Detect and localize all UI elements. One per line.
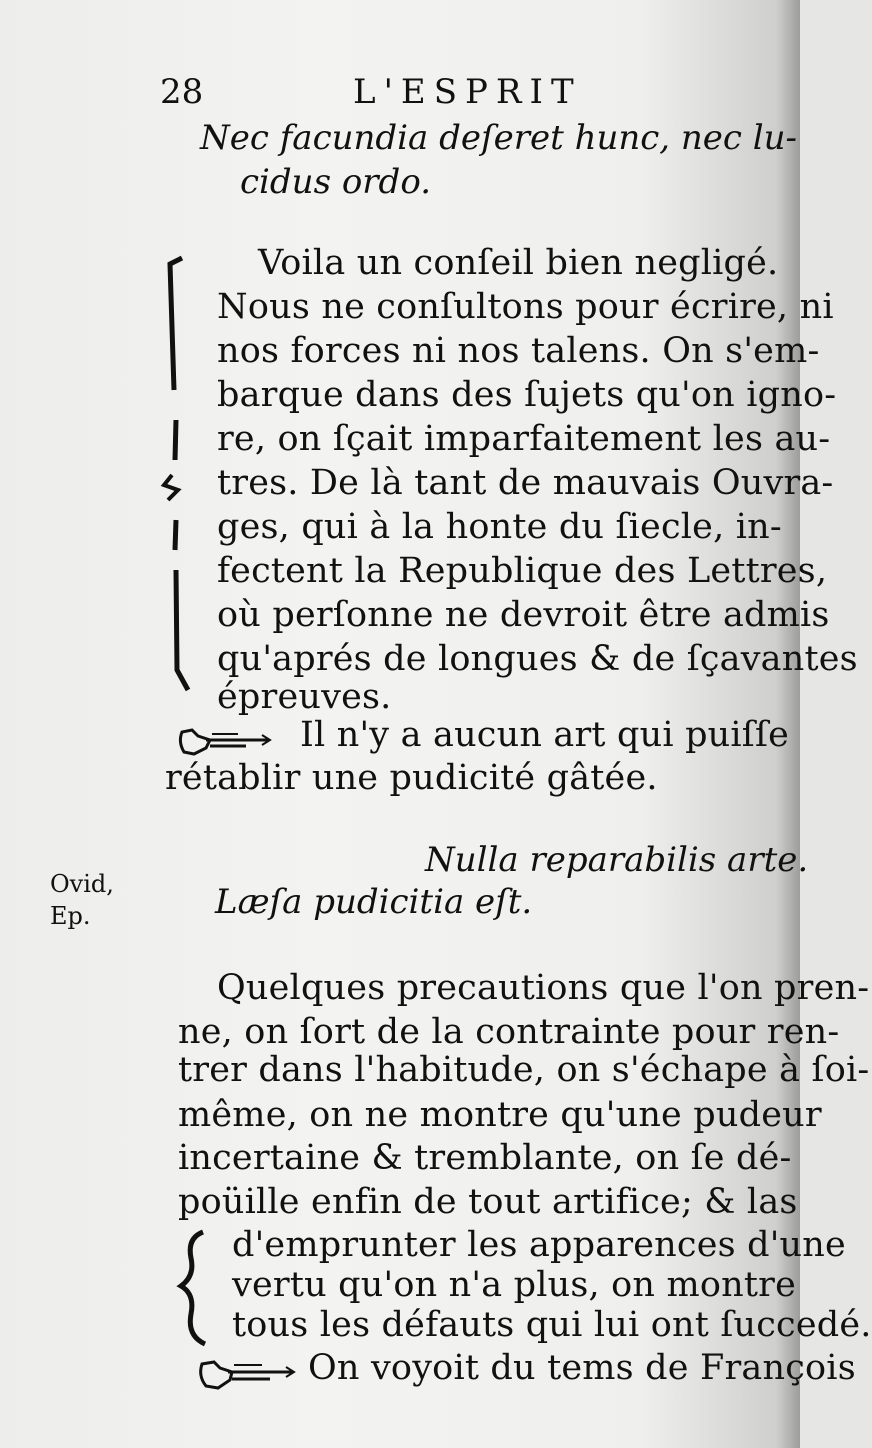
text-line: qu'aprés de longues & de ſçavantes [217,639,858,679]
text-line: épreuves. [217,677,392,717]
running-title: L'ESPRIT [353,72,582,112]
citation-line: Ovid, [50,870,114,898]
citation-line: Ep. [50,902,91,930]
text-line: Voila un conſeil bien negligé. [258,243,779,283]
text-line: fectent la Republique des Lettres, [217,551,828,591]
text-line: Nous ne conſultons pour écrire, ni [217,287,834,327]
latin-quote-line: Nulla reparabilis arte. [425,840,809,880]
margin-bracket-mark [160,250,192,700]
margin-bracket-mark [175,1228,215,1350]
text-line: ne, on ſort de la contrainte pour ren- [178,1012,840,1052]
running-head [155,72,785,116]
text-line: tres. De là tant de mauvais Ouvra- [217,463,834,503]
text-line: Quelques precautions que l'on pren- [217,968,870,1008]
text-line: trer dans l'habitude, on s'échape à ſoi- [178,1050,870,1090]
latin-quote-line: Nec facundia deſeret hunc, nec lu- [200,118,798,158]
text-line: poüille enfin de tout artifice; & las [178,1182,798,1222]
text-line: où perſonne ne devroit être admis [217,595,830,635]
text-line: d'emprunter les apparences d'une [232,1225,846,1265]
pointing-hand-icon [176,722,276,762]
text-line: Il n'y a aucun art qui puiſſe [300,715,790,755]
latin-quote-line: Læſa pudicitia eſt. [215,882,533,922]
text-line: re, on ſçait imparfaitement les au- [217,419,831,459]
text-line: tous les défauts qui lui ont ſuccedé. [232,1305,872,1345]
text-line: même, on ne montre qu'une pudeur [178,1095,822,1135]
text-line: On voyoit du tems de François [308,1348,856,1388]
text-line: nos forces ni nos talens. On s'em- [217,331,820,371]
text-line: rétablir une pudicité gâtée. [165,758,658,798]
text-line: incertaine & tremblante, on ſe dé- [178,1138,792,1178]
latin-quote-line: cidus ordo. [240,162,432,202]
text-line: vertu qu'on n'a plus, on montre [232,1265,797,1305]
margin-citation [50,868,114,932]
page-number: 28 [160,72,204,112]
text-line: ges, qui à la honte du ſiecle, in- [217,507,782,547]
text-line: barque dans des ſujets qu'on igno- [217,375,837,415]
pointing-hand-icon [196,1352,300,1396]
